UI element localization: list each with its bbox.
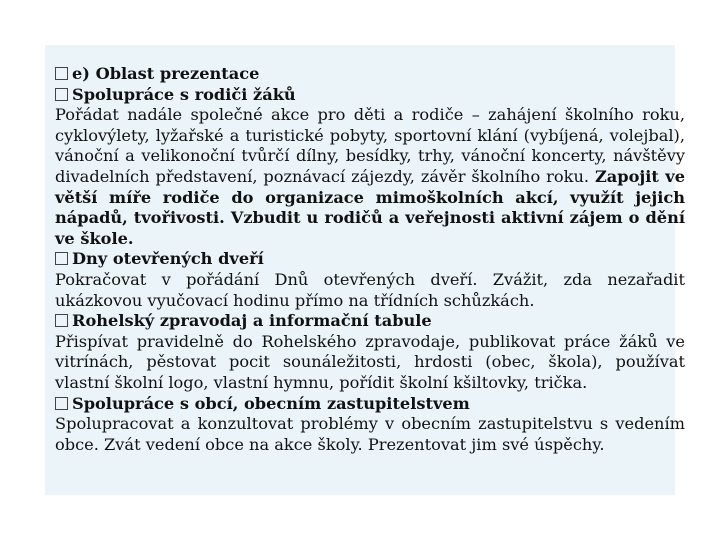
- section-paragraph: Přispívat pravidelně do Rohelského zpravodaje, publikovat práce žáků ve vitrínách, pěstovat pocit sounáležitosti, hrdosti (obec, škola), používat vlastní školní logo, vlastní hymnu, pořídit školní kšiltovky, trička.: [55, 331, 685, 392]
- section-paragraph: Pořádat nadále společné akce pro děti a rodiče – zahájení školního roku, cyklovýlety, lyžařské a turistické pobyty, sportovní klání (vybíjená, volejbal), vánoční a velikonoční tvůrčí dílny, besídky, trhy, vánoční koncerty, návštěvy divadelních představení, poznávací zájezdy, závěr školního roku. Zapojit ve větší míře rodiče do organizace mimoškolních akcí, využít jejich nápadů, tvořivosti. Vzbudit u rodičů a veřejnosti aktivní zájem o dění ve škole.: [55, 105, 685, 248]
- section-heading: e) Oblast prezentace: [55, 64, 685, 85]
- checkbox-bullet-icon: [55, 67, 68, 80]
- section-heading: Spolupráce s rodiči žáků: [55, 85, 685, 106]
- section-heading: Dny otevřených dveří: [55, 249, 685, 270]
- section-heading: Spolupráce s obcí, obecním zastupitelstvem: [55, 394, 685, 415]
- section-paragraph: Spolupracovat a konzultovat problémy v obecním zastupitelstvu s vedením obce. Zvát vedení obce na akce školy. Prezentovat jim své úspěchy.: [55, 414, 685, 454]
- emphasized-text: Zapojit ve větší míře rodiče do organizace mimoškolních akcí, využít jejich nápadů, tvořivosti. Vzbudit u rodičů a veřejnosti aktivní zájem o dění ve škole.: [55, 166, 685, 248]
- section-heading: Rohelský zpravodaj a informační tabule: [55, 311, 685, 332]
- checkbox-bullet-icon: [55, 252, 68, 265]
- checkbox-bullet-icon: [55, 397, 68, 410]
- slide-content: [55, 64, 685, 455]
- checkbox-bullet-icon: [55, 88, 68, 101]
- checkbox-bullet-icon: [55, 314, 68, 327]
- section-paragraph: Pokračovat v pořádání Dnů otevřených dveří. Zvážit, zda nezařadit ukázkovou vyučovací hodinu přímo na třídních schůzkách.: [55, 269, 685, 310]
